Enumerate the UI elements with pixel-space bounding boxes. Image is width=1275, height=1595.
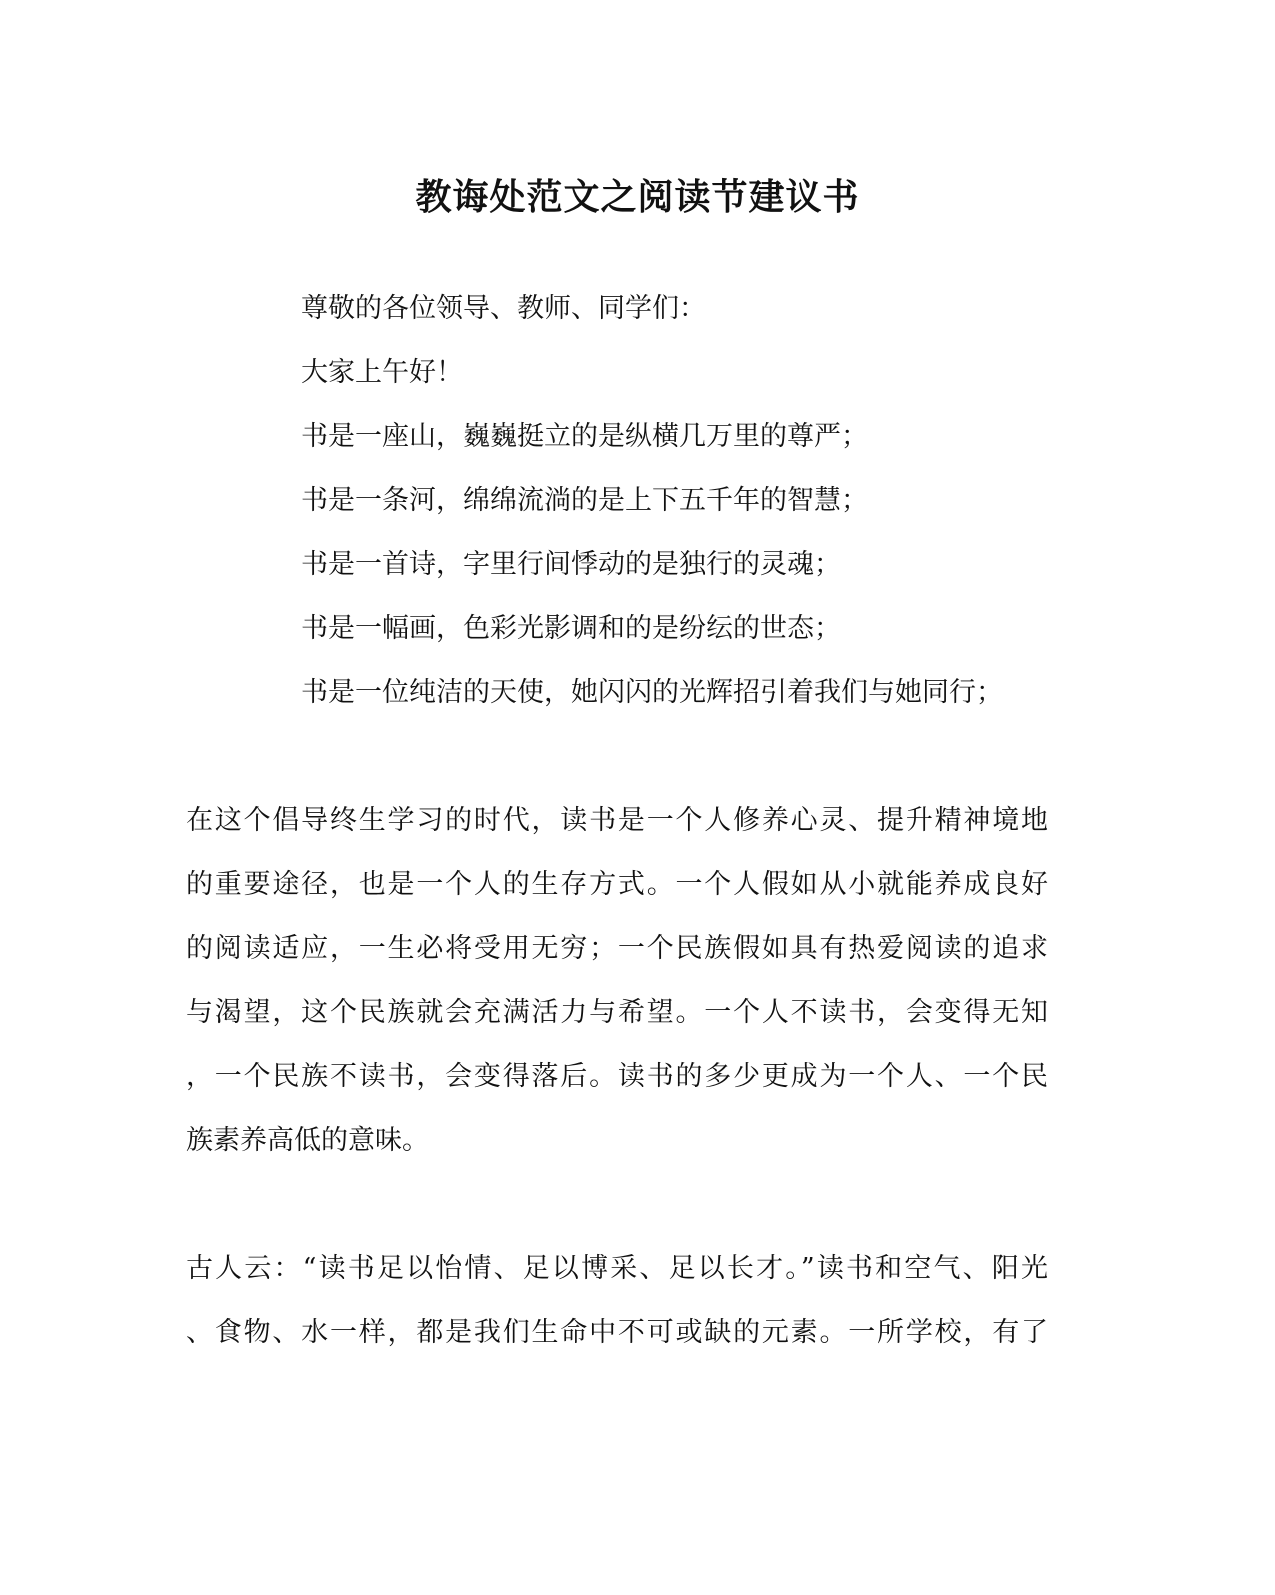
document-title: 教诲处范文之阅读节建议书 [415, 176, 860, 218]
paragraph-line: 与渴望，这个民族就会充满活力与希望。一个人不读书，会变得无知 [186, 997, 1048, 1028]
verse-line: 书是一位纯洁的天使，她闪闪的光辉招引着我们与她同行； [301, 677, 1003, 708]
greeting-line: 大家上午好！ [301, 357, 463, 388]
paragraph-line: 的重要途径，也是一个人的生存方式。一个人假如从小就能养成良好 [186, 869, 1048, 900]
salutation-line: 尊敬的各位领导、教师、同学们： [301, 293, 706, 324]
paragraph-line: 的阅读适应，一生必将受用无穷；一个民族假如具有热爱阅读的追求 [186, 933, 1048, 964]
verse-line: 书是一幅画，色彩光影调和的是纷纭的世态； [301, 613, 841, 644]
verse-line: 书是一首诗，字里行间悸动的是独行的灵魂； [301, 549, 841, 580]
paragraph-line: 族素养高低的意味。 [186, 1125, 429, 1156]
paragraph-line: 在这个倡导终生学习的时代，读书是一个人修养心灵、提升精神境地 [186, 805, 1048, 836]
verse-line: 书是一条河，绵绵流淌的是上下五千年的智慧； [301, 485, 868, 516]
paragraph-line: 古人云：“读书足以怡情、足以博采、足以长才。”读书和空气、阳光 [186, 1253, 1048, 1284]
verse-line: 书是一座山，巍巍挺立的是纵横几万里的尊严； [301, 421, 868, 452]
paragraph-line: ，一个民族不读书，会变得落后。读书的多少更成为一个人、一个民 [186, 1061, 1048, 1092]
paragraph-line: 、食物、水一样，都是我们生命中不可或缺的元素。一所学校，有了 [186, 1317, 1048, 1348]
